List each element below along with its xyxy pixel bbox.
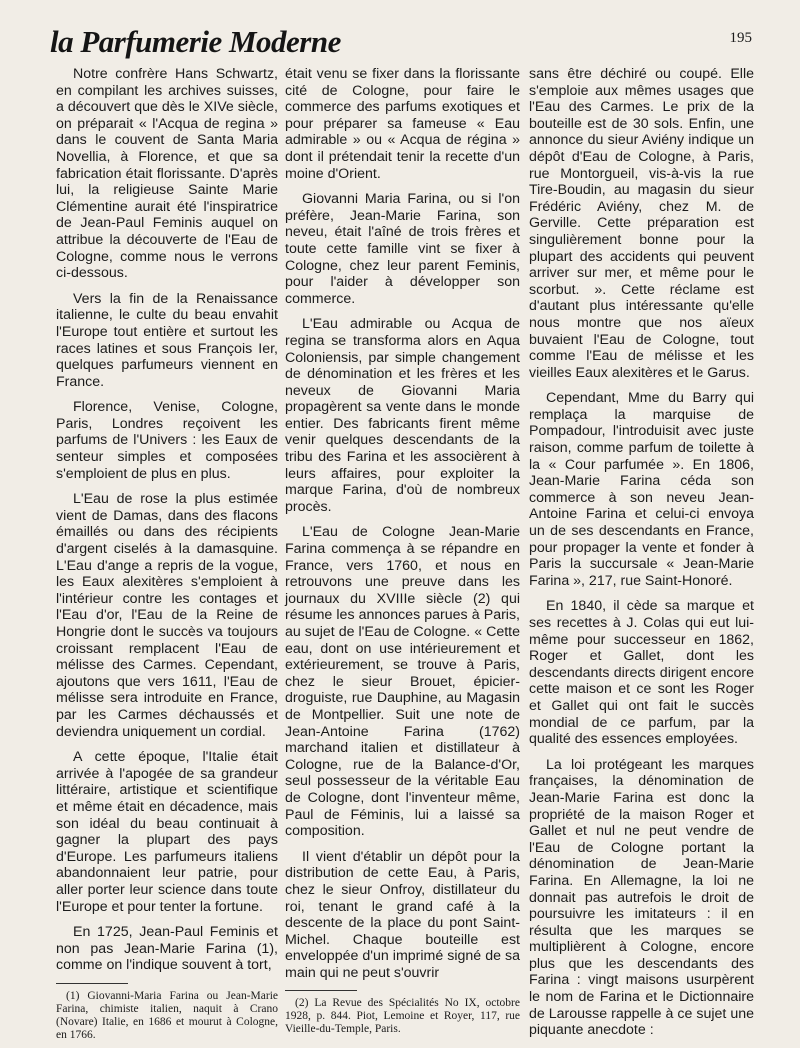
footnote: (1) Giovanni-Maria Farina ou Jean-Marie Farina, chimiste italien, naquit à Crano (Novare) Italie, en 1686 et mourut à Cologne, en 1766. <box>56 989 278 1041</box>
paragraph: A cette époque, l'Italie était arrivée à l'apogée de sa grandeur littéraire, artistique et scientifique et même était en décadence, mais son idéal du beau continuait à gagner la plupart des pays d'Europe. Les parfumeurs italiens abandonnaient leur patrie, pour aller porter leur science dans toute l'Europe et pour tenter la fortune. <box>56 749 278 915</box>
paragraph: La loi protégeant les marques françaises, la dénomination de Jean-Marie Farina est donc la propriété de la maison Roger et Gallet et nul ne peut vendre de l'Eau de Cologne portant la dénomination de Jean-Marie Farina. En Allemagne, la loi ne donnait pas autrefois le droit de poursuivre les imitateurs : il en résulta que les marques se multiplièrent à Cologne, encore plus que les descendants des Farina : vingt maisons usurpèrent le nom de Farina et le Dictionnaire de Larousse rappelle à ce sujet une piquante anecdote : <box>529 756 754 1039</box>
footnote: (2) La Revue des Spécialités No IX, octobre 1928, p. 844. Piot, Lemoine et Royer, 117, rue Vieille-du-Temple, Paris. <box>285 997 520 1036</box>
paragraph: Il vient d'établir un dépôt pour la distribution de cette Eau, à Paris, chez le sieur Onfroy, distillateur du roi, tenant le grand café à la descente de la place du pont Saint-Michel. Chaque bouteille est enveloppée d'un imprimé signé de sa main qui ne peut s'ouvrir <box>285 848 520 981</box>
paragraph: était venu se fixer dans la florissante cité de Cologne, pour faire le commerce des parfums exotiques et pour préparer sa fameuse « Eau admirable » ou « Acqua de régina » dont il prétendait tenir la recette d'un moine d'Orient. <box>285 66 520 182</box>
page-number: 195 <box>729 30 752 46</box>
paragraph: En 1725, Jean-Paul Feminis et non pas Jean-Marie Farina (1), comme on l'indique souvent à tort, <box>56 924 278 974</box>
column-1 <box>56 66 278 1042</box>
paragraph: L'Eau de Cologne Jean-Marie Farina commença à se répandre en France, vers 1760, et nous en retrouvons une preuve dans les journaux du XVIIIe siècle (2) qui résume les annonces parues à Paris, au sujet de l'Eau de Cologne. « Cette eau, dont on use intérieurement et extérieurement, se trouve à Paris, chez le sieur Brouet, épicier-droguiste, rue Dauphine, au Magasin de Montpellier. Suit une note de Jean-Antoine Farina (1762) marchand italien et distillateur à Cologne, rue de la Balance-d'Or, seul possesseur de la véritable Eau de Cologne, dont l'inventeur même, Paul de Féminis, lui a laissé sa composition. <box>285 524 520 840</box>
paragraph: L'Eau de rose la plus estimée vient de Damas, dans des flacons émaillés ou dans des récipients d'argent ciselés à la damasquine. L'Eau d'ange a repris de la vogue, les Eaux alexitères s'emploient à l'intérieur contre les contages et l'Eau d'or, l'Eau de la Reine de Hongrie dont le succès va toujours croissant remplacent l'Eau de mélisse des Carmes. Cependant, ajoutons que vers 1611, l'Eau de mélisse sera introduite en France, par les Carmes déchaussés et deviendra uniquement un cordial. <box>56 491 278 740</box>
paragraph: Notre confrère Hans Schwartz, en compilant les archives suisses, a découvert que dès le XIVe siècle, on préparait « l'Acqua de regina » dans le couvent de Santa Maria Novellia, à Florence, et que sa fabrication était florissante. D'après lui, la religieuse Sainte Marie Clémentine aurait été l'inspiratrice de Jean-Paul Feminis auquel on attribue la découverte de l'Eau de Cologne, comme nous le verrons ci-dessous. <box>56 66 278 282</box>
footnote-divider <box>56 983 128 984</box>
paragraph: L'Eau admirable ou Acqua de regina se transforma alors en Aqua Coloniensis, par simple changement de dénomination et les frères et les neveux de Giovanni Maria propagèrent sa vente dans le monde entier. Des fabricants firent même venir quelques descendants de la tribu des Farina et les associèrent à leurs affaires, pour exploiter la marque Farina, d'où de nombreux procès. <box>285 316 520 515</box>
paragraph: En 1840, il cède sa marque et ses recettes à J. Colas qui eut lui-même pour successeur en 1862, Roger et Gallet, dont les descendants directs dirigent encore cette maison et ce sont les Roger et Gallet qui ont fait le succès mondial de ce parfum, par la qualité des essences employées. <box>529 598 754 748</box>
paragraph: Vers la fin de la Renaissance italienne, le culte du beau envahit l'Europe tout entière et surtout les races latines et sous François Ier, quelques parfumeurs viennent en France. <box>56 290 278 390</box>
masthead: la Parfumerie Moderne <box>50 24 341 59</box>
footnote-divider <box>285 990 357 991</box>
column-3 <box>529 66 754 1048</box>
paragraph: sans être déchiré ou coupé. Elle s'emploie aux mêmes usages que l'Eau des Carmes. Le prix de la bouteille est de 30 sols. Enfin, une annonce du sieur Aviény indique un dépôt d'Eau de Cologne, à Paris, rue Montorgueil, vis-à-vis la rue Tire-Boudin, au magasin du sieur Frédéric Aviény, chez M. de Gerville. Cette préparation est singulièrement bonne pour la plupart des accidents qui peuvent arriver sur mer, et même pour le scorbut. ». Cette réclame est d'autant plus intéressante qu'elle nous montre que nos aïeux buvaient l'Eau de Cologne, tout comme l'Eau de mélisse et les vieilles Eaux alexitères et le Garus. <box>529 66 754 381</box>
paragraph: Giovanni Maria Farina, ou si l'on préfère, Jean-Marie Farina, son neveu, était l'aîné de trois frères et toute cette famille vint se fixer à Cologne, chez leur parent Feminis, pour l'aider à développer son commerce. <box>285 191 520 307</box>
paragraph: Florence, Venise, Cologne, Paris, Londres reçoivent les parfums de l'Univers : les Eaux de senteur simples et composées s'emploient de plus en plus. <box>56 399 278 482</box>
column-2 <box>285 66 520 1036</box>
paragraph: Cependant, Mme du Barry qui remplaça la marquise de Pompadour, l'introduisit avec juste raison, comme parfum de toilette à la « Cour parfumée ». En 1806, Jean-Marie Farina céda son commerce à son neveu Jean-Antoine Farina et celui-ci envoya un de ses descendants en France, pour propager la vente et fonder à Paris la succursale « Jean-Marie Farina », 217, rue Saint-Honoré. <box>529 390 754 589</box>
